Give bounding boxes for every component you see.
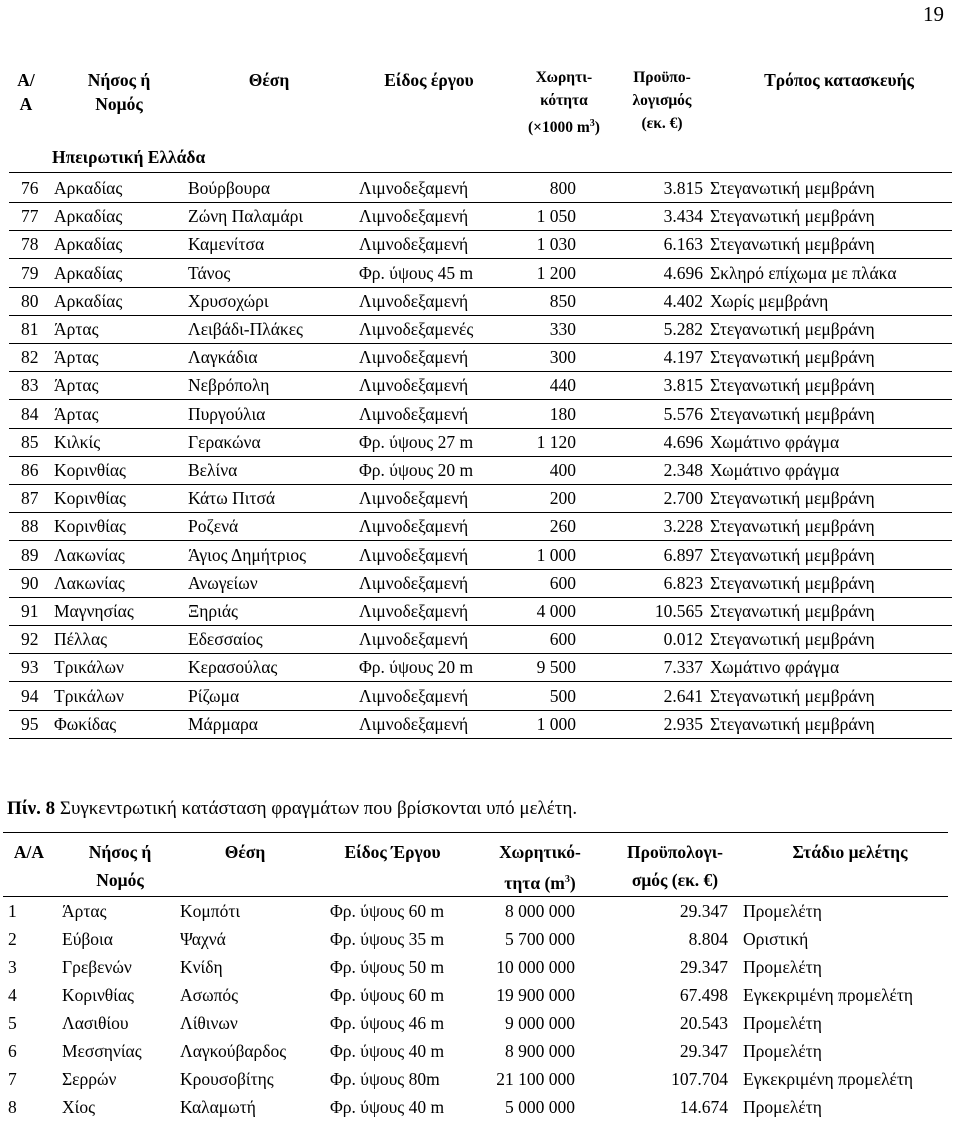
cell-number: 78	[21, 234, 39, 255]
row-divider	[9, 738, 952, 739]
cell-budget: 6.897	[663, 544, 703, 565]
cell-capacity: 21 100 000	[496, 1069, 575, 1089]
cell-prefecture: Άρτας	[54, 319, 99, 339]
cell-capacity: 180	[549, 403, 576, 424]
cell-budget: 4.197	[663, 347, 703, 368]
cell-location: Ασωπός	[180, 985, 239, 1005]
cell-type: Λιμνοδεξαμενές	[359, 319, 474, 339]
cell-capacity: 200	[549, 488, 576, 509]
cell-budget: 107.704	[671, 1069, 728, 1089]
divider	[3, 896, 948, 897]
table-row	[9, 569, 952, 597]
cell-capacity: 1 000	[536, 544, 576, 565]
cell-prefecture: Τρικάλων	[54, 657, 124, 678]
cell-location: Ανωγείων	[188, 572, 258, 593]
header-island-line2: Νομός	[95, 94, 143, 114]
cell-budget: 2.641	[663, 685, 703, 706]
cell-location: Εδεσσαίος	[188, 629, 263, 650]
cell-budget: 6.163	[663, 234, 703, 255]
cell-stage: Προμελέτη	[743, 1097, 822, 1117]
cell-budget: 2.935	[663, 713, 703, 734]
cell-method: Στεγανωτική μεμβράνη	[710, 629, 875, 650]
cell-stage: Προμελέτη	[743, 1013, 822, 1033]
cell-prefecture: Κορινθίας	[54, 516, 126, 537]
cell-capacity: 8 000 000	[505, 901, 575, 921]
cell-budget: 8.804	[688, 929, 728, 949]
cell-prefecture: Φωκίδας	[54, 713, 117, 734]
divider	[9, 172, 952, 173]
cell-capacity: 300	[549, 347, 576, 368]
header-budget-line1: Προϋπολογι-	[627, 842, 723, 862]
cell-budget: 5.576	[663, 403, 703, 424]
cell-prefecture: Λασιθίου	[62, 1013, 129, 1033]
cell-budget: 5.282	[663, 319, 703, 339]
cell-number: 89	[21, 544, 39, 565]
header-island	[75, 838, 165, 894]
cell-method: Στεγανωτική μεμβράνη	[710, 544, 875, 565]
cell-budget: 3.815	[663, 375, 703, 396]
cell-method: Στεγανωτική μεμβράνη	[710, 601, 875, 621]
cell-prefecture: Μαγνησίας	[54, 601, 134, 621]
cell-prefecture: Πέλλας	[54, 629, 108, 650]
cell-method: Στεγανωτική μεμβράνη	[710, 713, 875, 734]
cell-prefecture: Λακωνίας	[54, 572, 125, 593]
cell-number: 95	[21, 713, 39, 734]
cell-type: Φρ. ύψους 80m	[330, 1069, 440, 1089]
cell-location: Λαγκούβαρδος	[180, 1041, 287, 1061]
cell-type: Φρ. ύψους 60 m	[330, 985, 445, 1005]
header-location: Θέση	[248, 70, 290, 90]
cell-type: Λιμνοδεξαμενή	[359, 206, 469, 227]
cell-budget: 4.696	[663, 431, 703, 452]
cell-prefecture: Αρκαδίας	[54, 290, 123, 311]
cell-type: Λιμνοδεξαμενή	[359, 713, 469, 734]
table-caption	[7, 798, 577, 820]
cell-number: 93	[21, 657, 39, 678]
table-row	[9, 259, 952, 287]
cell-capacity: 600	[549, 629, 576, 650]
cell-number: 82	[21, 347, 39, 368]
cell-stage: Εγκεκριμένη προμελέτη	[743, 1069, 914, 1089]
cell-capacity: 330	[549, 319, 576, 339]
table-header	[9, 60, 952, 152]
cell-prefecture: Λακωνίας	[54, 544, 125, 565]
cell-location: Τάνος	[188, 262, 231, 283]
table-row	[0, 1038, 960, 1066]
cell-capacity: 9 000 000	[505, 1013, 575, 1033]
cell-location: Βελίνα	[188, 460, 238, 480]
cell-method: Στεγανωτική μεμβράνη	[710, 347, 875, 368]
header-aa-line1: Α/	[17, 70, 35, 90]
cell-type: Λιμνοδεξαμενή	[359, 290, 469, 311]
cell-budget: 29.347	[679, 1041, 728, 1061]
cell-type: Λιμνοδεξαμενή	[359, 629, 469, 650]
cell-stage: Προμελέτη	[743, 1041, 822, 1061]
cell-capacity: 5 000 000	[505, 1097, 575, 1117]
cell-prefecture: Κιλκίς	[54, 431, 101, 452]
cell-method: Στεγανωτική μεμβράνη	[710, 178, 875, 198]
cell-budget: 10.565	[654, 601, 703, 621]
cell-capacity: 440	[549, 375, 576, 396]
cell-budget: 7.337	[663, 657, 703, 678]
cell-prefecture: Κορινθίας	[54, 460, 126, 480]
cell-budget: 0.012	[663, 629, 703, 650]
cell-location: Νεβρόπολη	[188, 375, 270, 396]
table-row	[9, 343, 952, 371]
cell-capacity: 4 000	[536, 601, 576, 621]
table-row	[9, 428, 952, 456]
header-aa-line2: Α	[19, 94, 33, 114]
header-aa	[11, 68, 41, 116]
header-capacity-line2: κότητα	[540, 92, 588, 109]
cell-number: 3	[8, 957, 17, 977]
cell-number: 79	[21, 262, 39, 283]
cell-number: 92	[21, 629, 39, 650]
cell-number: 2	[8, 929, 17, 949]
table-row	[0, 1094, 960, 1122]
header-capacity	[480, 838, 600, 897]
cell-type: Φρ. ύψους 45 m	[359, 262, 474, 283]
cell-type: Φρ. ύψους 50 m	[330, 957, 445, 977]
cell-prefecture: Άρτας	[54, 375, 99, 396]
table-row	[9, 597, 952, 625]
cell-number: 1	[8, 901, 17, 921]
cell-type: Λιμνοδεξαμενή	[359, 685, 469, 706]
cell-method: Χωμάτινο φράγμα	[710, 431, 840, 452]
cell-number: 80	[21, 290, 39, 311]
cell-capacity: 1 200	[536, 262, 576, 283]
cell-capacity: 1 030	[536, 234, 576, 255]
cell-budget: 14.674	[679, 1097, 728, 1117]
table-row	[0, 926, 960, 954]
cell-prefecture: Αρκαδίας	[54, 206, 123, 227]
table-row	[9, 287, 952, 315]
caption-text: Συγκεντρωτική κατάσταση φραγμάτων που βρίσκονται υπό μελέτη.	[59, 798, 578, 819]
cell-type: Λιμνοδεξαμενή	[359, 572, 469, 593]
header-budget	[610, 838, 740, 894]
cell-location: Ξηριάς	[188, 601, 238, 621]
cell-type: Φρ. ύψους 20 m	[359, 657, 474, 678]
cell-type: Λιμνοδεξαμενή	[359, 516, 469, 537]
cell-method: Σκληρό επίχωμα με πλάκα	[710, 262, 897, 283]
cell-location: Βούρβουρα	[188, 178, 271, 198]
header-budget-line3: (εκ. €)	[641, 115, 683, 132]
cell-budget: 2.700	[663, 488, 703, 509]
cell-type: Λιμνοδεξαμενή	[359, 601, 469, 621]
cell-capacity: 600	[549, 572, 576, 593]
cell-type: Φρ. ύψους 35 m	[330, 929, 445, 949]
cell-number: 7	[8, 1069, 17, 1089]
header-budget-line2: λογισμός	[632, 92, 692, 109]
header-island	[64, 68, 174, 116]
table-row	[9, 484, 952, 512]
section-title: Ηπειρωτική Ελλάδα	[52, 147, 206, 167]
header-capacity-sup: 3	[564, 874, 570, 885]
cell-location: Μάρμαρα	[188, 713, 258, 734]
cell-number: 76	[21, 178, 39, 198]
cell-capacity: 500	[549, 685, 576, 706]
table-row	[9, 456, 952, 484]
cell-number: 87	[21, 488, 39, 509]
cell-prefecture: Μεσσηνίας	[62, 1041, 142, 1061]
cell-budget: 4.696	[663, 262, 703, 283]
cell-prefecture: Σερρών	[62, 1069, 117, 1089]
table-row	[9, 512, 952, 540]
cell-capacity: 5 700 000	[505, 929, 575, 949]
cell-number: 84	[21, 403, 39, 424]
cell-method: Χωρίς μεμβράνη	[710, 290, 829, 311]
cell-number: 81	[21, 319, 39, 339]
table-row	[9, 625, 952, 653]
cell-prefecture: Αρκαδίας	[54, 234, 123, 255]
cell-prefecture: Τρικάλων	[54, 685, 124, 706]
cell-prefecture: Γρεβενών	[62, 957, 132, 977]
cell-capacity: 1 050	[536, 206, 576, 227]
divider	[3, 832, 948, 833]
cell-capacity: 19 900 000	[496, 985, 575, 1005]
cell-type: Φρ. ύψους 40 m	[330, 1041, 445, 1061]
header-capacity-close: )	[594, 119, 600, 137]
cell-budget: 67.498	[679, 985, 728, 1005]
cell-budget: 20.543	[679, 1013, 728, 1033]
cell-location: Άγιος Δημήτριος	[188, 544, 307, 565]
cell-stage: Προμελέτη	[743, 957, 822, 977]
table-row	[0, 954, 960, 982]
dams-table-mainland	[9, 60, 952, 734]
table-row	[9, 541, 952, 569]
cell-stage: Οριστική	[743, 929, 809, 949]
table-row	[0, 1010, 960, 1038]
table-row	[9, 315, 952, 343]
table-row	[0, 898, 960, 926]
header-method: Τρόπος κατασκευής	[764, 70, 914, 90]
cell-method: Στεγανωτική μεμβράνη	[710, 319, 875, 339]
cell-number: 4	[8, 985, 17, 1005]
header-capacity	[514, 66, 614, 139]
cell-budget: 3.228	[663, 516, 703, 537]
header-capacity-close: )	[569, 872, 576, 893]
cell-method: Χωμάτινο φράγμα	[710, 657, 840, 678]
cell-type: Λιμνοδεξαμενή	[359, 488, 469, 509]
cell-budget: 3.815	[663, 178, 703, 198]
cell-capacity: 9 500	[536, 657, 576, 678]
cell-budget: 3.434	[663, 206, 703, 227]
cell-location: Λειβάδι-Πλάκες	[188, 319, 303, 339]
cell-method: Στεγανωτική μεμβράνη	[710, 403, 875, 424]
cell-method: Στεγανωτική μεμβράνη	[710, 206, 875, 227]
table-row	[9, 371, 952, 399]
cell-capacity: 400	[549, 460, 576, 480]
cell-type: Λιμνοδεξαμενή	[359, 544, 469, 565]
cell-location: Γερακώνα	[188, 431, 261, 452]
header-capacity-sup: 3	[589, 118, 595, 129]
cell-budget: 4.402	[663, 290, 703, 311]
cell-capacity: 10 000 000	[496, 957, 575, 977]
table-row	[9, 400, 952, 428]
cell-prefecture: Άρτας	[62, 901, 107, 921]
cell-type: Λιμνοδεξαμενή	[359, 178, 469, 198]
cell-number: 83	[21, 375, 39, 396]
cell-stage: Προμελέτη	[743, 901, 822, 921]
header-capacity-line1: Χωρητικό-	[499, 842, 581, 862]
cell-location: Ρίζωμα	[188, 685, 240, 706]
cell-number: 5	[8, 1013, 17, 1033]
cell-location: Καλαμωτή	[180, 1097, 256, 1117]
header-budget	[617, 66, 707, 135]
cell-capacity: 850	[549, 290, 576, 311]
cell-capacity: 1 120	[536, 431, 576, 452]
table-row	[9, 653, 952, 681]
header-aa: Α/Α	[13, 842, 45, 862]
caption-label: Πίν. 8	[7, 798, 56, 819]
header-capacity-line2: τητα (m	[504, 872, 565, 893]
cell-location: Κερασούλας	[188, 657, 278, 678]
cell-number: 90	[21, 572, 39, 593]
cell-location: Λίθινων	[180, 1013, 238, 1033]
table-row	[9, 174, 952, 202]
cell-type: Φρ. ύψους 40 m	[330, 1097, 445, 1117]
cell-budget: 6.823	[663, 572, 703, 593]
cell-capacity: 8 900 000	[505, 1041, 575, 1061]
cell-prefecture: Κορινθίας	[54, 488, 126, 509]
cell-method: Στεγανωτική μεμβράνη	[710, 516, 875, 537]
table-row	[9, 230, 952, 258]
cell-capacity: 1 000	[536, 713, 576, 734]
cell-capacity: 800	[549, 178, 576, 198]
cell-location: Καμενίτσα	[188, 234, 265, 255]
cell-number: 91	[21, 601, 39, 621]
cell-method: Στεγανωτική μεμβράνη	[710, 572, 875, 593]
cell-method: Στεγανωτική μεμβράνη	[710, 488, 875, 509]
cell-prefecture: Κορινθίας	[62, 985, 134, 1005]
cell-prefecture: Εύβοια	[62, 929, 113, 949]
header-island-line1: Νήσος ή	[88, 842, 152, 862]
cell-number: 77	[21, 206, 39, 227]
cell-method: Στεγανωτική μεμβράνη	[710, 375, 875, 396]
cell-type: Λιμνοδεξαμενή	[359, 375, 469, 396]
cell-location: Ζώνη Παλαμάρι	[188, 206, 304, 227]
cell-number: 94	[21, 685, 39, 706]
page-number: 19	[923, 2, 944, 26]
cell-prefecture: Αρκαδίας	[54, 178, 123, 198]
cell-budget: 29.347	[679, 901, 728, 921]
cell-location: Κομπότι	[180, 901, 241, 921]
cell-type: Φρ. ύψους 27 m	[359, 431, 474, 452]
header-stage: Στάδιο μελέτης	[792, 842, 908, 862]
header-capacity-line3: (×1000 m	[528, 119, 590, 137]
table-row	[0, 1066, 960, 1094]
header-capacity-line1: Χωρητι-	[535, 69, 593, 86]
table-row	[9, 202, 952, 230]
cell-number: 85	[21, 431, 39, 452]
cell-prefecture: Άρτας	[54, 347, 99, 368]
header-budget-line1: Προϋπο-	[633, 69, 691, 86]
cell-number: 8	[8, 1097, 17, 1117]
cell-type: Λιμνοδεξαμενή	[359, 234, 469, 255]
cell-prefecture: Χίος	[62, 1097, 96, 1117]
cell-number: 86	[21, 460, 39, 480]
cell-location: Κρουσοβίτης	[180, 1069, 274, 1089]
header-type: Είδος Έργου	[344, 842, 441, 862]
header-budget-line2: σμός (εκ. €)	[631, 870, 719, 890]
cell-capacity: 260	[549, 516, 576, 537]
cell-type: Λιμνοδεξαμενή	[359, 347, 469, 368]
header-type: Είδος έργου	[384, 70, 474, 90]
header-location: Θέση	[224, 842, 266, 862]
cell-location: Ψαχνά	[180, 929, 226, 949]
cell-number: 88	[21, 516, 39, 537]
cell-type: Φρ. ύψους 20 m	[359, 460, 474, 480]
cell-location: Κνίδη	[180, 957, 223, 977]
table-row	[0, 982, 960, 1010]
cell-location: Λαγκάδια	[188, 347, 258, 368]
cell-type: Λιμνοδεξαμενή	[359, 403, 469, 424]
header-island-line2: Νομός	[96, 870, 144, 890]
cell-budget: 2.348	[663, 460, 703, 480]
cell-number: 6	[8, 1041, 17, 1061]
cell-location: Χρυσοχώρι	[188, 290, 269, 311]
table-row	[9, 710, 952, 738]
cell-budget: 29.347	[679, 957, 728, 977]
cell-location: Πυργούλια	[188, 403, 266, 424]
cell-type: Φρ. ύψους 46 m	[330, 1013, 445, 1033]
cell-type: Φρ. ύψους 60 m	[330, 901, 445, 921]
cell-prefecture: Αρκαδίας	[54, 262, 123, 283]
header-island-line1: Νήσος ή	[87, 70, 151, 90]
cell-method: Χωμάτινο φράγμα	[710, 460, 840, 480]
cell-location: Κάτω Πιτσά	[188, 488, 276, 509]
cell-prefecture: Άρτας	[54, 403, 99, 424]
cell-stage: Εγκεκριμένη προμελέτη	[743, 985, 914, 1005]
table-row	[9, 682, 952, 710]
cell-location: Ροζενά	[188, 516, 239, 537]
cell-method: Στεγανωτική μεμβράνη	[710, 685, 875, 706]
cell-method: Στεγανωτική μεμβράνη	[710, 234, 875, 255]
